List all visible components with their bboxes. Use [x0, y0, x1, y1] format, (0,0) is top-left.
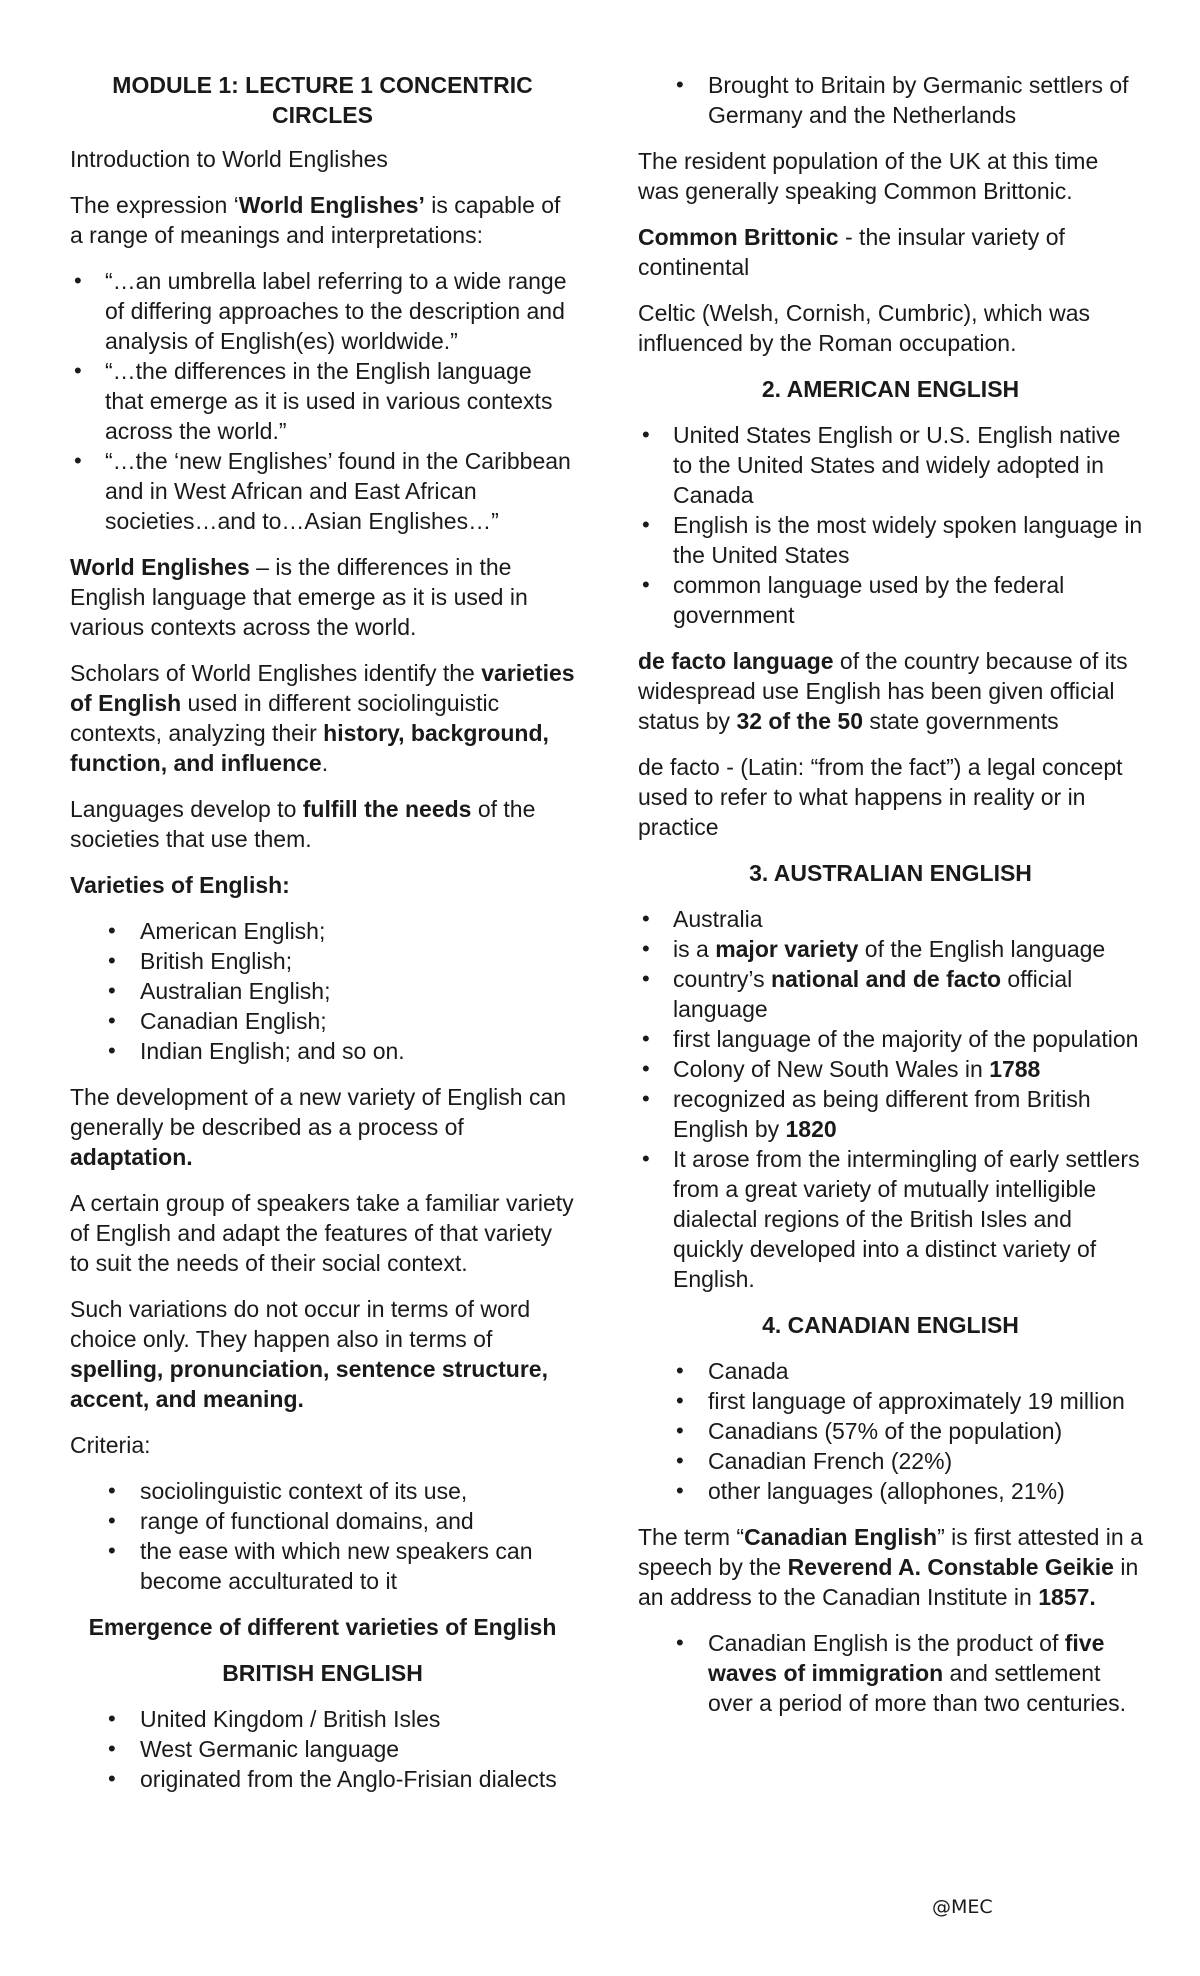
canadian-heading: 4. CANADIAN ENGLISH [762, 1312, 1019, 1338]
list-item: • Canadian English; [70, 1006, 575, 1036]
list-item: • sociolinguistic context of its use, [70, 1476, 575, 1506]
left-column [70, 70, 575, 1810]
list-item: • first language of the majority of the population [638, 1024, 1143, 1054]
resident-paragraph: The resident population of the UK at this time was generally speaking Common Brittonic. [638, 148, 1099, 204]
variations-paragraph: Such variations do not occur in terms of word choice only. They happen also in terms of spelling, pronunciation, sentence structure, accent, and meaning. [70, 1296, 548, 1412]
british-list-continued [638, 70, 1143, 130]
australian-list [638, 904, 1143, 1294]
list-item: • originated from the Anglo-Frisian dialects [70, 1764, 575, 1794]
list-item: • the ease with which new speakers can become acculturated to it [70, 1536, 575, 1596]
footer-credit: @MEC [932, 1896, 993, 1918]
list-item: • recognized as being different from British English by 1820 [638, 1084, 1143, 1144]
list-item: • Brought to Britain by Germanic settlers of Germany and the Netherlands [638, 70, 1143, 130]
defacto-definition: de facto - (Latin: “from the fact”) a legal concept used to refer to what happens in reality or in practice [638, 754, 1123, 840]
list-item: • “…the ‘new Englishes’ found in the Caribbean and in West African and East African societies…and to…Asian Englishes…” [70, 446, 575, 536]
waves-list [638, 1628, 1143, 1718]
criteria-list [70, 1476, 575, 1596]
british-heading: BRITISH ENGLISH [222, 1660, 423, 1686]
list-item: • American English; [70, 916, 575, 946]
intro-text: Introduction to World Englishes [70, 146, 388, 172]
list-item: • first language of approximately 19 million [638, 1386, 1143, 1416]
american-heading: 2. AMERICAN ENGLISH [761, 376, 1020, 402]
list-item: • United States English or U.S. English native to the United States and widely adopted in Canada [638, 420, 1143, 510]
brittonic-paragraph: Common Brittonic - the insular variety of continental [638, 224, 1065, 280]
list-item: • Canadian French (22%) [638, 1446, 1143, 1476]
scholars-paragraph: Scholars of World Englishes identify the varieties of English used in different sociolinguistic contexts, analyzing their history, background, function, and influence. [70, 660, 575, 776]
varieties-list [70, 916, 575, 1066]
list-item: • range of functional domains, and [70, 1506, 575, 1536]
list-item: • It arose from the intermingling of early settlers from a great variety of mutually intelligible dialectal regions of the British Isles and quickly developed into a distinct variety of English. [638, 1144, 1143, 1294]
criteria-label: Criteria: [70, 1432, 151, 1458]
british-list [70, 1704, 575, 1794]
list-item: • English is the most widely spoken language in the United States [638, 510, 1143, 570]
emergence-heading: Emergence of different varieties of English [88, 1614, 557, 1640]
list-item: • Australia [638, 904, 1143, 934]
list-item: • Australian English; [70, 976, 575, 1006]
right-column [638, 70, 1143, 1734]
expression-paragraph: The expression ‘World Englishes’ is capable of a range of meanings and interpretations: [70, 192, 561, 248]
list-item: • Canada [638, 1356, 1143, 1386]
list-item: • “…the differences in the English language that emerge as it is used in various contexts across the world.” [70, 356, 575, 446]
term-paragraph: The term “Canadian English” is first attested in a speech by the Reverend A. Constable Geikie in an address to the Canadian Institute in 1857. [638, 1524, 1143, 1610]
list-item: • West Germanic language [70, 1734, 575, 1764]
languages-paragraph: Languages develop to fulfill the needs of the societies that use them. [70, 796, 536, 852]
list-item: • “…an umbrella label referring to a wide range of differing approaches to the description and analysis of English(es) worldwide.” [70, 266, 575, 356]
list-item: • country’s national and de facto official language [638, 964, 1143, 1024]
group-paragraph: A certain group of speakers take a familiar variety of English and adapt the features of that variety to suit the needs of their social context. [70, 1190, 574, 1276]
canadian-list [638, 1356, 1143, 1506]
quotes-list [70, 266, 575, 536]
list-item: • is a major variety of the English language [638, 934, 1143, 964]
list-item: • other languages (allophones, 21%) [638, 1476, 1143, 1506]
definition-paragraph: World Englishes – is the differences in the English language that emerge as it is used in various contexts across the world. [70, 554, 528, 640]
list-item: • Indian English; and so on. [70, 1036, 575, 1066]
development-paragraph: The development of a new variety of English can generally be described as a process of adaptation. [70, 1084, 567, 1170]
varieties-label: Varieties of English: [70, 872, 290, 898]
australian-heading: 3. AUSTRALIAN ENGLISH [749, 860, 1032, 886]
list-item: • Canadians (57% of the population) [638, 1416, 1143, 1446]
list-item: • British English; [70, 946, 575, 976]
list-item: • Canadian English is the product of five waves of immigration and settlement over a period of more than two centuries. [638, 1628, 1143, 1718]
list-item: • Colony of New South Wales in 1788 [638, 1054, 1143, 1084]
american-list [638, 420, 1143, 630]
celtic-paragraph: Celtic (Welsh, Cornish, Cumbric), which was influenced by the Roman occupation. [638, 300, 1091, 356]
list-item: • common language used by the federal government [638, 570, 1143, 630]
defacto-paragraph: de facto language of the country because of its widespread use English has been given official status by 32 of the 50 state governments [638, 648, 1128, 734]
list-item: • United Kingdom / British Isles [70, 1704, 575, 1734]
page-title: MODULE 1: LECTURE 1 CONCENTRIC CIRCLES [112, 72, 533, 128]
